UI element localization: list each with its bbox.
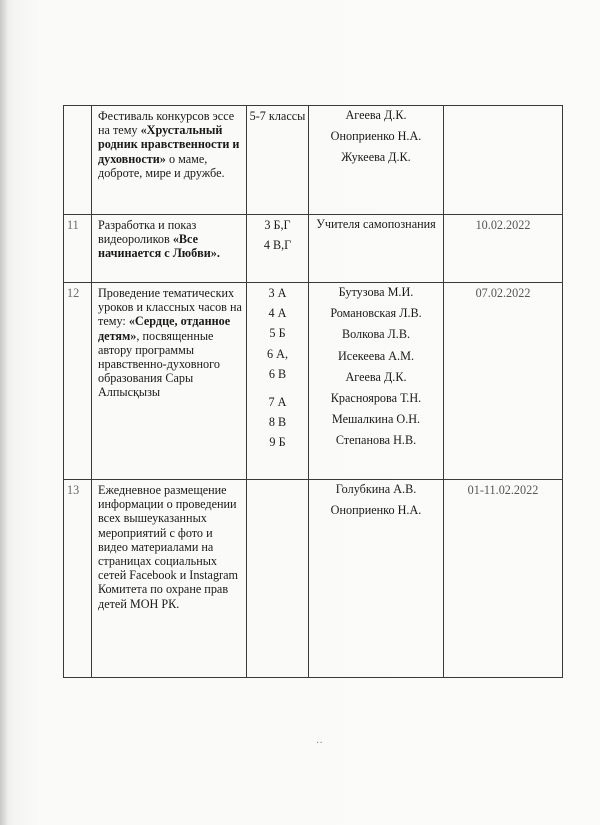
table-row — [64, 106, 563, 215]
row-number: 12 — [64, 283, 92, 480]
classes-cell — [247, 215, 309, 283]
class-item: 4 А — [268, 306, 287, 321]
responsible-person: Оноприенко Н.А. — [330, 503, 422, 518]
event-description: Фестиваль конкурсов эссе на тему «Хрустальный родник нравственности и духовности» о маме, доброте, мире и дружбе. — [92, 106, 247, 215]
class-item: 6 А, — [267, 346, 288, 361]
class-item: 5-7 классы — [249, 109, 306, 123]
event-description: Проведение тематических уроков и классных часов на тему: «Сердце, отданное детям», посвященные автору программы нравственно-духовного образования Сары Алпысқызы — [92, 283, 247, 480]
scan-edge-shadow — [0, 0, 8, 825]
table-row — [64, 283, 563, 480]
responsible-person: Красноярова Т.Н. — [330, 391, 422, 406]
responsible-person: Агеева Д.К. — [345, 369, 407, 384]
class-item: 4 В,Г — [263, 238, 292, 253]
row-number: 11 — [64, 215, 92, 283]
responsible-cell — [309, 480, 444, 678]
responsible-person: Романовская Л.В. — [330, 306, 422, 321]
responsible-person: Оноприенко Н.А. — [330, 129, 422, 144]
responsible-person: Степанова Н.В. — [335, 433, 417, 448]
responsible-person: Жукеева Д.К. — [341, 150, 411, 165]
row-number — [64, 106, 92, 215]
scan-mark: ·· — [316, 738, 323, 749]
classes-cell — [247, 106, 309, 215]
event-title: «Все начинается с Любви». — [98, 232, 220, 261]
class-item: 5 Б — [269, 326, 286, 341]
table-row — [64, 215, 563, 283]
responsible-cell — [309, 106, 444, 215]
responsible-person: Мешалкина О.Н. — [331, 412, 421, 427]
event-description: Ежедневное размещение информации о проведении всех вышеуказанных мероприятий с фото и видео материалами на страницах социальных сетей Facebook и Instagram Комитета по охране прав детей МОН РК. — [92, 480, 247, 678]
responsible-cell — [309, 215, 444, 283]
classes-cell — [247, 283, 309, 480]
responsible-cell — [309, 283, 444, 480]
event-title: «Сердце, отданное детям» — [98, 314, 231, 343]
responsible-person: Волкова Л.В. — [341, 327, 411, 342]
class-item: 7 А — [268, 395, 287, 410]
date-cell: 01-11.02.2022 — [444, 480, 563, 678]
class-item: 3 Б,Г — [264, 218, 291, 232]
classes-cell — [247, 480, 309, 678]
responsible-person: Голубкина А.В. — [335, 482, 417, 496]
class-item: 8 В — [268, 415, 287, 430]
class-item: 9 Б — [269, 435, 286, 450]
row-number: 13 — [64, 480, 92, 678]
event-description: Разработка и показ видеороликов «Все начинается с Любви». — [92, 215, 247, 283]
responsible-person: Бутузова М.И. — [338, 285, 414, 299]
events-table — [63, 105, 563, 678]
responsible-person: Учителя самопознания — [316, 217, 436, 231]
class-item: 3 А — [268, 286, 287, 300]
responsible-person: Исекеева А.М. — [338, 348, 414, 363]
class-item: 6 В — [268, 366, 287, 381]
date-cell: 07.02.2022 — [444, 283, 563, 480]
date-cell — [444, 106, 563, 215]
responsible-person: Агеева Д.К. — [345, 108, 407, 122]
table-row — [64, 480, 563, 678]
date-cell: 10.02.2022 — [444, 215, 563, 283]
event-title: «Хрустальный родник нравственности и духовности» — [98, 123, 240, 166]
